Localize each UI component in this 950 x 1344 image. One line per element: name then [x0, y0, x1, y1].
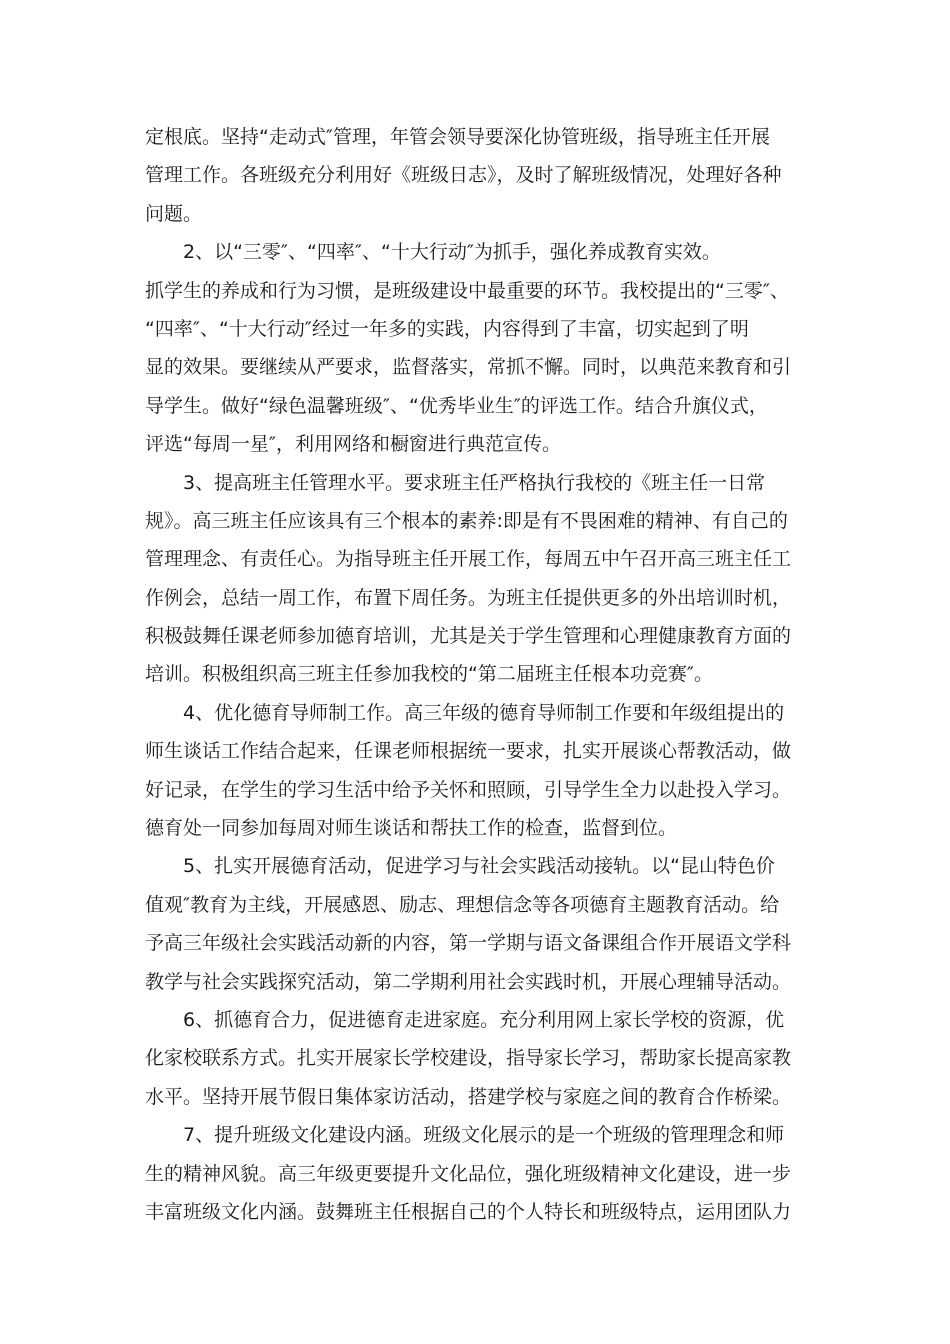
paragraph-first-line: 4、优化德育导师制工作。高三年级的德育导师制工作要和年级组提出的	[183, 701, 785, 724]
text-line: 德育处一同参加每周对师生谈话和帮扶工作的检查，监督到位。	[145, 817, 678, 840]
text-line: 生的精神风貌。高三年级更要提升文化品位，强化班级精神文化建设，进一步	[145, 1162, 792, 1185]
text-line: 抓学生的养成和行为习惯，是班级建设中最重要的环节。我校提出的“三零″、	[145, 279, 789, 302]
paragraph-first-line: 5、扎实开展德育活动，促进学习与社会实践活动接轨。以“昆山特色价	[183, 855, 775, 878]
text-line: 定根底。坚持“走动式″管理，年管会领导要深化协管班级，指导班主任开展	[145, 126, 770, 148]
text-line: 导学生。做好“绿色温馨班级″、“优秀毕业生″的评选工作。结合升旗仪式，	[145, 394, 768, 417]
text-line: 教学与社会实践探究活动，第二学期利用社会实践时机，开展心理辅导活动。	[145, 970, 792, 993]
text-line: 问题。	[145, 202, 203, 225]
text-line: 予高三年级社会实践活动新的内容，第一学期与语文备课组合作开展语文学科	[145, 932, 792, 955]
text-line: 管理理念、有责任心。为指导班主任开展工作，每周五中午召开高三班主任工	[145, 548, 792, 571]
text-line: 规》。高三班主任应该具有三个根本的素养:即是有不畏困难的精神、有自己的	[145, 509, 788, 532]
paragraph-first-line: 2、以“三零″、“四率″、“十大行动″为抓手，强化养成教育实效。	[183, 241, 721, 264]
paragraph-first-line: 7、提升班级文化建设内涵。班级文化展示的是一个班级的管理理念和师	[183, 1124, 785, 1147]
text-line: 值观″教育为主线，开展感恩、励志、理想信念等各项德育主题教育活动。给	[145, 893, 780, 916]
text-line: “四率″、“十大行动″经过一年多的实践，内容得到了丰富，切实起到了明	[145, 317, 749, 340]
text-line: 化家校联系方式。扎实开展家长学校建设，指导家长学习，帮助家长提高家教	[145, 1047, 792, 1070]
text-line: 积极鼓舞任课老师参加德育培训，尤其是关于学生管理和心理健康教育方面的	[145, 625, 792, 648]
text-line: 丰富班级文化内涵。鼓舞班主任根据自己的个人特长和班级特点，运用团队力	[145, 1200, 792, 1223]
document-body	[145, 118, 810, 1231]
paragraph-first-line: 6、抓德育合力，促进德育走进家庭。充分利用网上家长学校的资源，优	[183, 1008, 785, 1031]
text-line: 评选“每周一星″，利用网络和橱窗进行典范宣传。	[145, 433, 561, 456]
text-line: 管理工作。各班级充分利用好《班级日志》，及时了解班级情况，处理好各种	[145, 164, 782, 187]
text-line: 好记录，在学生的学习生活中给予关怀和照顾，引导学生全力以赴投入学习。	[145, 778, 792, 801]
text-line: 水平。坚持开展节假日集体家访活动，搭建学校与家庭之间的教育合作桥梁。	[145, 1085, 792, 1108]
text-line: 师生谈话工作结合起来，任课老师根据统一要求，扎实开展谈心帮教活动，做	[145, 740, 792, 763]
text-line: 培训。积极组织高三班主任参加我校的“第二届班主任根本功竞赛″。	[145, 663, 713, 686]
paragraph-first-line: 3、提高班主任管理水平。要求班主任严格执行我校的《班主任一日常	[183, 471, 766, 494]
text-line: 显的效果。要继续从严要求，监督落实，常抓不懈。同时，以典范来教育和引	[145, 356, 792, 379]
text-line: 作例会，总结一周工作，布置下周任务。为班主任提供更多的外出培训时机，	[145, 586, 792, 609]
